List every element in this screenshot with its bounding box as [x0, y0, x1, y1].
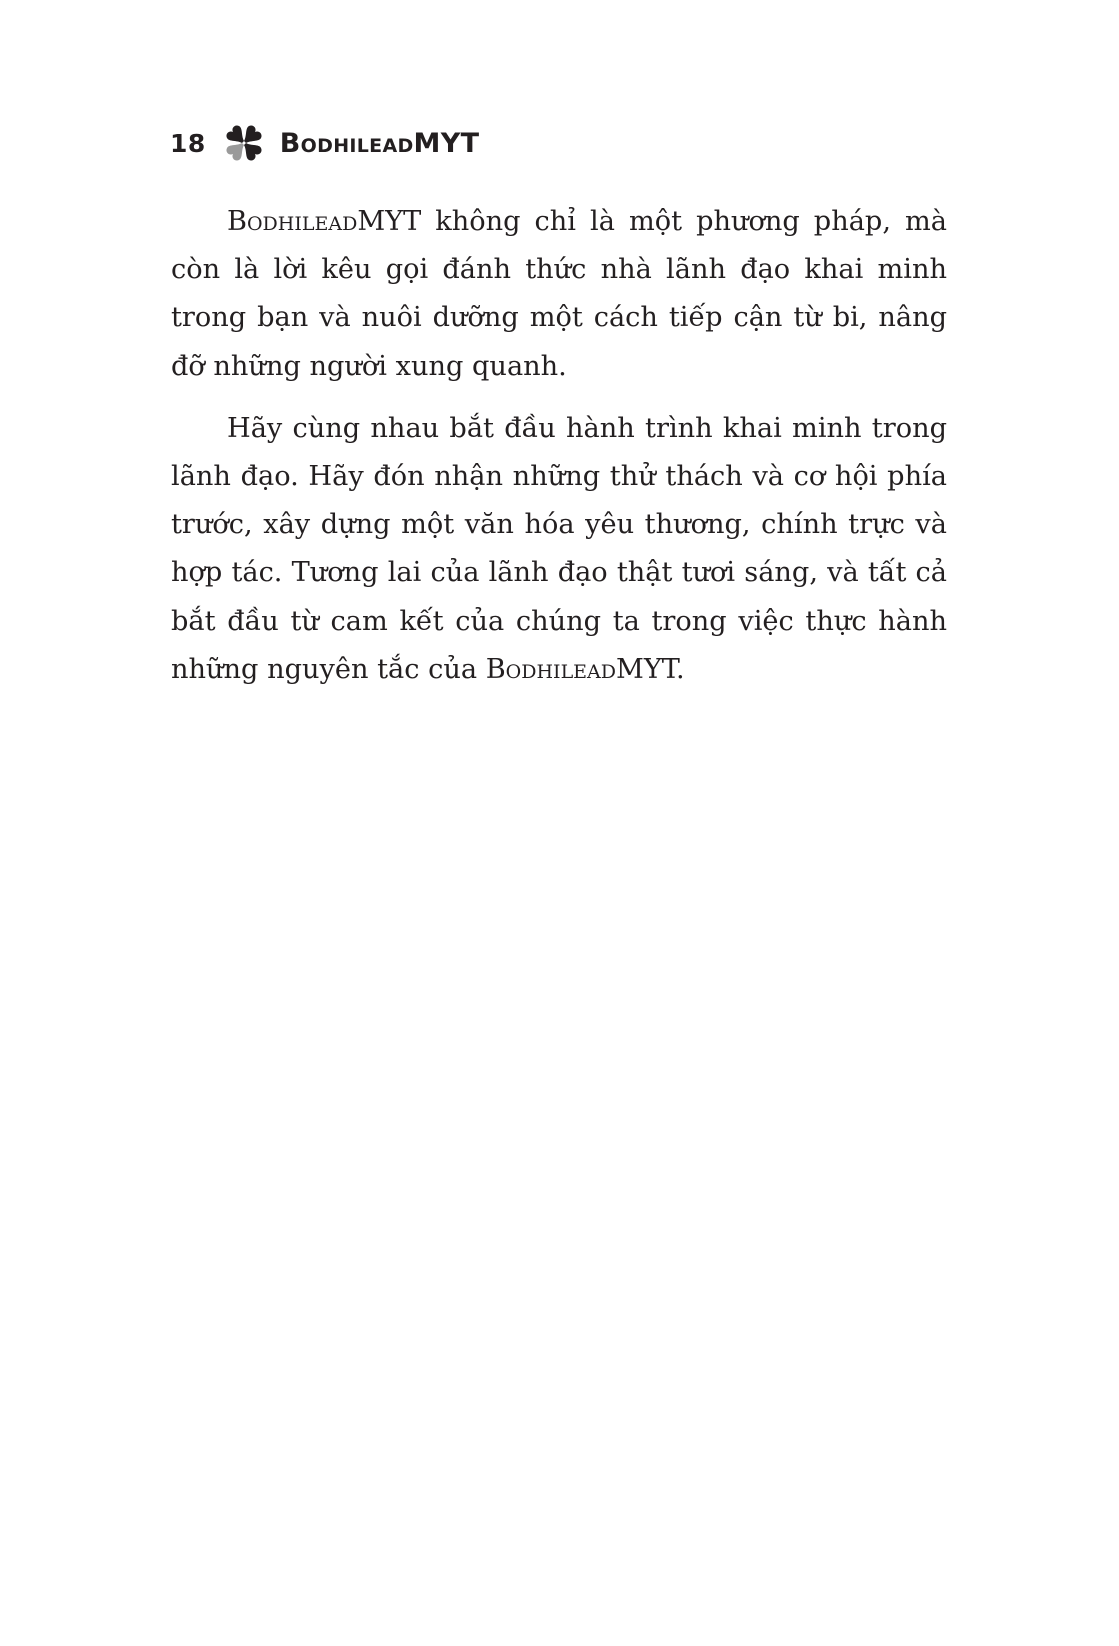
running-header [170, 118, 479, 168]
brand-name-suffix: MYT [357, 206, 422, 237]
brand-name-suffix: MYT [616, 653, 676, 685]
brand-name-smallcaps: Bodhilead [227, 206, 358, 237]
body-text [171, 198, 947, 708]
page-number: 18 [170, 128, 206, 158]
paragraph-1-text: không chỉ là một phương pháp, mà còn là lời kêu gọi đánh thức nhà lãnh đạo khai minh trong bạn và nuôi dưỡng một cách tiếp cận từ bi, nâng đỡ những người xung quanh. [171, 206, 947, 382]
running-header-title [280, 128, 480, 159]
brand-name-smallcaps: Bodhilead [485, 653, 617, 685]
paragraph-2 [171, 405, 947, 694]
brand-title-suffix: MYT [413, 127, 480, 159]
brand-title-smallcaps: Bodhilead [279, 127, 414, 159]
paragraph-2-text: Hãy cùng nhau bắt đầu hành trình khai minh trong lãnh đạo. Hãy đón nhận những thử thách và cơ hội phía trước, xây dựng một văn hóa yêu thương, chính trực và hợp tác. Tương lai của lãnh đạo thật tươi sáng, và tất cả bắt đầu từ cam kết của chúng ta trong việc thực hành những nguyên tắc của [171, 412, 947, 685]
paragraph-2-end: . [675, 653, 685, 685]
paragraph-1 [171, 198, 947, 391]
clover-icon [224, 123, 264, 163]
